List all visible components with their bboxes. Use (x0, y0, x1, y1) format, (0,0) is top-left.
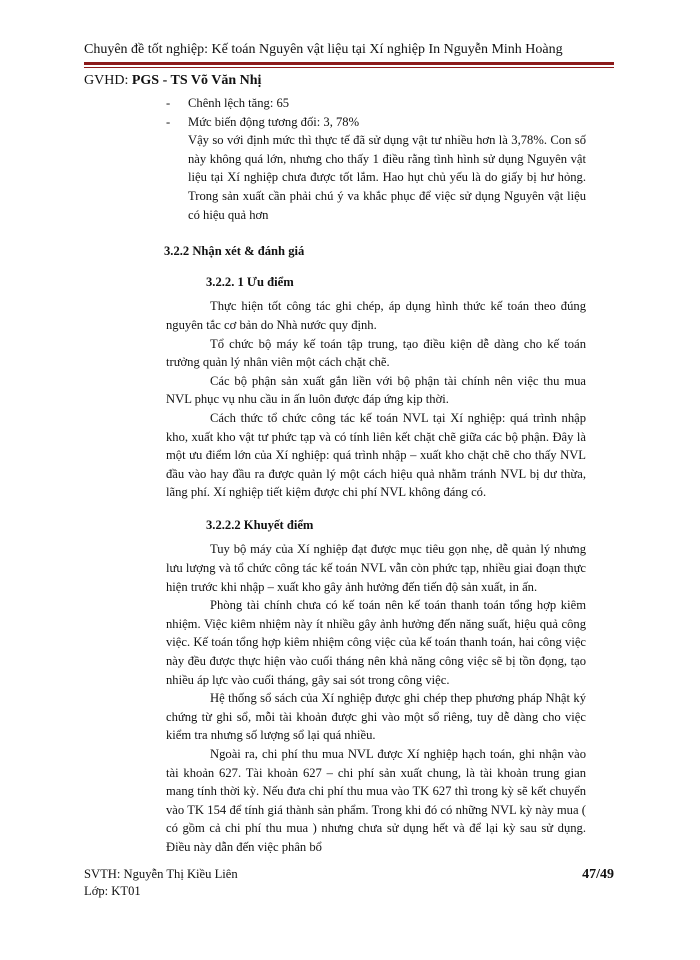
supervisor-name: PGS - TS Võ Văn Nhị (131, 73, 262, 88)
bullet-text: Mức biến động tương đối: 3, 78% (188, 114, 360, 129)
header-rule-thin (84, 67, 614, 68)
paragraph: Phòng tài chính chưa có kế toán nên kế toán thanh toán tổng hợp kiêm nhiệm. Việc kiêm nhiệm này ít nhiều gây ảnh hưởng đến năng suất, hiệu quả công việc. Kế toán tổng hợp kiêm nhiệm công việc của kế toán thanh toán, hai công việc này đều được thực hiện vào cuối tháng nên khả năng công việc sẽ bị tồn đọng, tạo nhiều áp lực vào cuối tháng, gây sai sót trong công việc. (166, 598, 586, 687)
paragraph: Các bộ phận sản xuất gắn liền với bộ phận tài chính nên việc thu mua NVL phục vụ nhu cầu in ấn luôn được đáp ứng kịp thời. (166, 373, 586, 407)
section-heading: 3.2.2 Nhận xét & đánh giá (164, 244, 305, 259)
paragraph: Ngoài ra, chi phí thu mua NVL được Xí nghiệp hạch toán, ghi nhận vào tài khoản 627. Tài khoản 627 – chi phí sản xuất chung, là tài khoản trung gian mang tính thời kỳ. Nếu đưa chi phí thu mua vào TK 627 thì trong kỳ sẽ kết chuyển vào TK 154 để tính giá thành sản phẩm. Trong khi đó có những NVL kỳ này mua ( có gồm cả chi phí thu mua ) nhưng chưa sử dụng hết và để lại kỳ sau sử dụng. Điều này dẫn đến việc phân bổ (166, 747, 586, 854)
footer-class: Lớp: KT01 (84, 884, 141, 898)
paragraph: Cách thức tổ chức công tác kế toán NVL tại Xí nghiệp: quá trình nhập kho, xuất kho vật tư phức tạp và có tính liên kết chặt chẽ giữa các bộ phận. Đây là một ưu điểm lớn của Xí nghiệp: quá trình nhập – xuất kho chặt chẽ cho thấy NVL đầu vào hay đầu ra được quản lý một cách hiệu quả nhằm tránh NVL bị dư thừa, lãng phí. Xí nghiệp tiết kiệm được chi phí NVL không đáng có. (166, 410, 586, 500)
supervisor-label: GVHD: (84, 73, 129, 88)
bullet-item (166, 113, 586, 132)
bullet-dash: - (166, 114, 171, 129)
page-body (166, 94, 586, 857)
bullet-item (166, 94, 586, 113)
bullet-dash: - (166, 96, 171, 110)
bullet-text: Chênh lệch tăng: 65 (188, 96, 290, 110)
header-title: Chuyên đề tốt nghiệp: Kế toán Nguyên vật liệu tại Xí nghiệp In Nguyễn Minh Hoàng (84, 42, 563, 57)
header-rule-thick (84, 62, 614, 65)
paragraph: Thực hiện tốt công tác ghi chép, áp dụng hình thức kế toán theo đúng nguyên tắc cơ bản do Nhà nước quy định. (166, 299, 586, 332)
subsection-heading-advantages: 3.2.2. 1 Ưu điểm (206, 274, 294, 289)
paragraph: Hệ thống sổ sách của Xí nghiệp được ghi chép thep phương pháp Nhật ký chứng từ ghi sổ, mỗi tài khoản được ghi vào một sổ riêng, tuy dễ dàng cho việc kiểm tra nhưng số lượng sổ lại quá nhiều. (166, 691, 586, 743)
paragraph: Tuy bộ máy của Xí nghiệp đạt được mục tiêu gọn nhẹ, dễ quản lý nhưng lưu lượng và tổ chức công tác kế toán NVL vẫn còn phức tạp, nhiều giai đoạn thực hiện trước khi nhập – xuất kho gây ảnh hưởng đến tiến độ sản xuất, in ấn. (166, 542, 586, 594)
page-number: 47/49 (582, 867, 614, 882)
bullet-continuation: Vậy so với định mức thì thực tế đã sử dụng vật tư nhiều hơn là 3,78%. Con số này không quá lớn, nhưng cho thấy 1 điều rằng tình hình sử dụng Nguyên vật liệu tại Xí nghiệp chưa được tốt lắm. Hao hụt chủ yếu là do giấy bị hư hỏng. Trong sản xuất cần phải chú ý va khắc phục để việc sử dụng Nguyên vật liệu có hiệu quả hơn (188, 133, 586, 222)
page-header (84, 40, 614, 91)
page-footer (84, 866, 614, 900)
supervisor-line (84, 71, 614, 91)
paragraph: Tổ chức bộ máy kế toán tập trung, tạo điều kiện dễ dàng cho kế toán trưởng quản lý nhân viên một cách chặt chẽ. (166, 336, 586, 370)
subsection-heading-disadvantages: 3.2.2.2 Khuyết điểm (206, 517, 314, 532)
footer-student: SVTH: Nguyễn Thị Kiều Liên (84, 867, 238, 881)
